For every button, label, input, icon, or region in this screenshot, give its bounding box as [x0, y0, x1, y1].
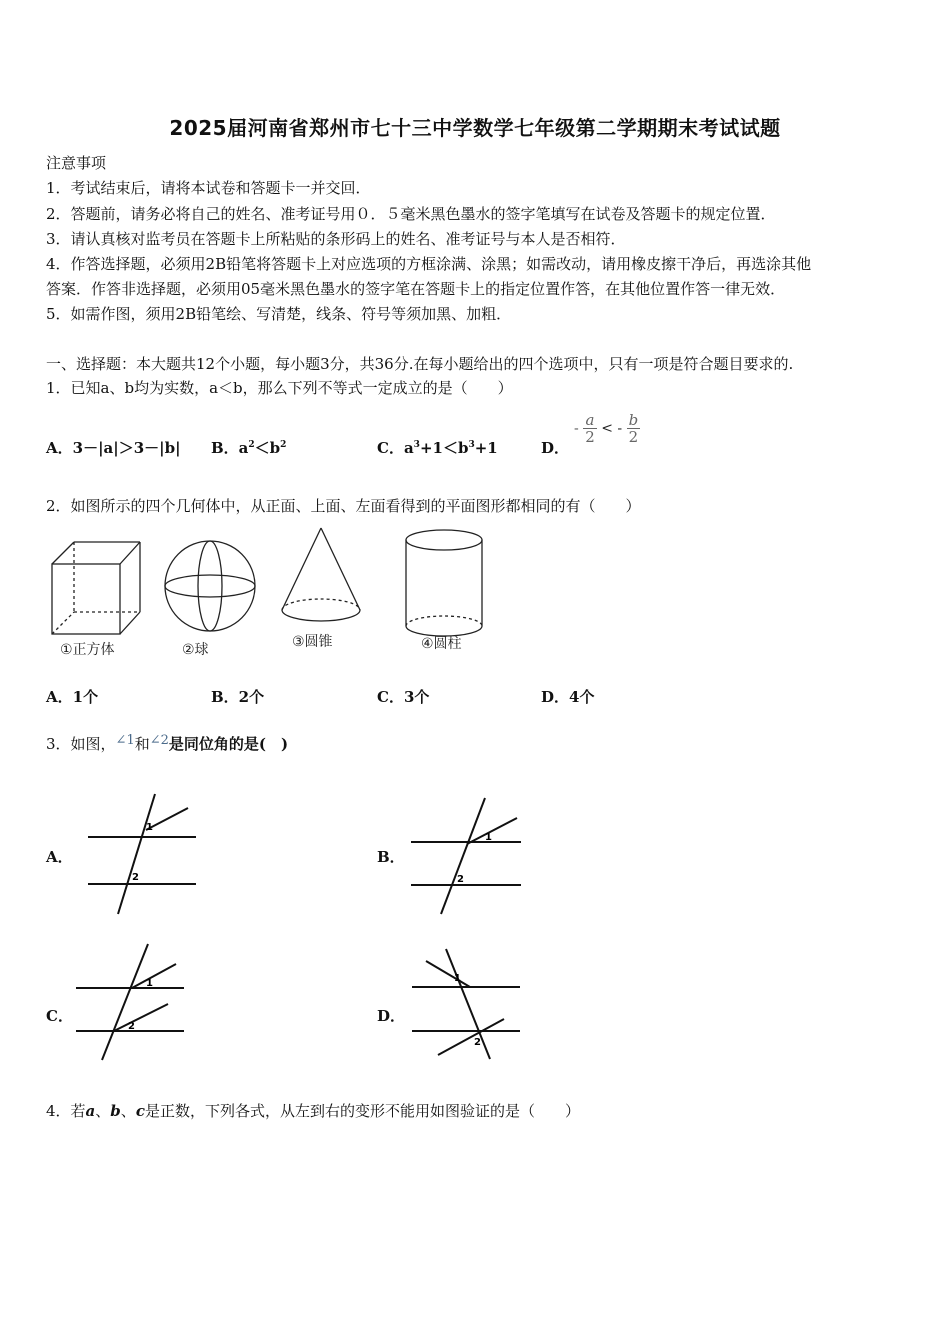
q1-option-d-label: D． — [541, 439, 570, 457]
svg-text:2: 2 — [474, 1037, 481, 1048]
cylinder-shape — [406, 530, 482, 636]
q1-stem: 1．已知a、b均为实数，a＜b，那么下列不等式一定成立的是（ ） — [46, 379, 513, 397]
q2-option-d: D．4个 — [541, 688, 595, 706]
solid-label-cube: ①正方体 — [60, 642, 115, 658]
q2-option-a: A．1个 — [46, 688, 99, 706]
notice-item-4-cont: 答案．作答非选择题，必须用05毫米黑色墨水的签字笔在答题卡上的指定位置作答，在其他位置作答一律无效． — [46, 280, 786, 298]
q1-option-d-formula: - $\frac{a}{2}$ < - $\frac{b}{2}$ — [574, 411, 639, 446]
q2-stem: 2．如图所示的四个几何体中，从正面、上面、左面看得到的平面图形都相同的有（ ） — [46, 497, 641, 515]
page-title: 2025届河南省郑州市七十三中学数学七年级第二学期期末考试试题 — [169, 116, 781, 140]
cube-shape — [52, 542, 140, 634]
q1-option-b: B．$a^2<b^2$ — [211, 439, 287, 457]
q3-option-a: A． — [46, 848, 73, 866]
notice-item-5: 5．如需作图，须用2B铅笔绘、写清楚，线条、符号等须加黑、加粗． — [46, 305, 512, 323]
q2-solids-figure — [46, 522, 486, 662]
solid-label-sphere: ②球 — [182, 642, 209, 658]
notice-item-1: 1．考试结束后，请将本试卷和答题卡一并交回． — [46, 179, 371, 197]
svg-text:2: 2 — [128, 1021, 135, 1032]
q3-option-c: C． — [46, 1007, 73, 1025]
notice-item-2: 2．答题前，请务必将自己的姓名、准考证号用０．５毫米黑色墨水的签字笔填写在试卷及答题卡的规定位置． — [46, 205, 776, 223]
svg-text:1: 1 — [454, 973, 461, 984]
svg-text:2: 2 — [457, 874, 464, 885]
angle-2-symbol: ∠2 — [149, 733, 169, 748]
q3-option-d: D． — [377, 1007, 406, 1025]
q1-option-c: C．$a^3+1<b^3+1$ — [377, 439, 498, 457]
solid-label-cylinder: ④圆柱 — [421, 636, 462, 652]
svg-text:1: 1 — [146, 822, 153, 833]
cone-shape — [282, 528, 360, 621]
q3-figure-d — [408, 945, 533, 1070]
q3-stem: 3．如图，∠1和∠2是同位角的是( ) — [46, 733, 289, 753]
notice-item-4: 4．作答选择题，必须用2B铅笔将答题卡上对应选项的方框涂满、涂黑；如需改动，请用橡皮擦干净后，再选涂其他 — [46, 255, 812, 273]
q1-option-a: A．3－|a|＞3－|b| — [46, 439, 181, 457]
q3-figure-b — [405, 790, 530, 920]
svg-text:1: 1 — [485, 832, 492, 843]
svg-text:2: 2 — [132, 872, 139, 883]
q4-stem: 4．若a、b、c是正数，下列各式，从左到右的变形不能用如图验证的是（ ） — [46, 1102, 580, 1120]
sphere-shape — [165, 541, 255, 631]
notice-item-3: 3．请认真核对监考员在答题卡上所粘贴的条形码上的姓名、准考证号与本人是否相符． — [46, 230, 626, 248]
section-heading: 一、选择题：本大题共12个小题，每小题3分，共36分.在每小题给出的四个选项中，只有一项是符合题目要求的. — [46, 355, 794, 373]
angle-1-symbol: ∠1 — [115, 733, 135, 748]
q3-figure-c — [72, 940, 197, 1065]
q2-option-c: C．3个 — [377, 688, 430, 706]
notice-heading: 注意事项 — [46, 154, 107, 172]
solid-label-cone: ③圆锥 — [292, 634, 333, 650]
q3-option-b: B． — [377, 848, 405, 866]
svg-text:1: 1 — [146, 978, 153, 989]
q3-figure-a — [80, 790, 205, 920]
q2-option-b: B．2个 — [211, 688, 265, 706]
